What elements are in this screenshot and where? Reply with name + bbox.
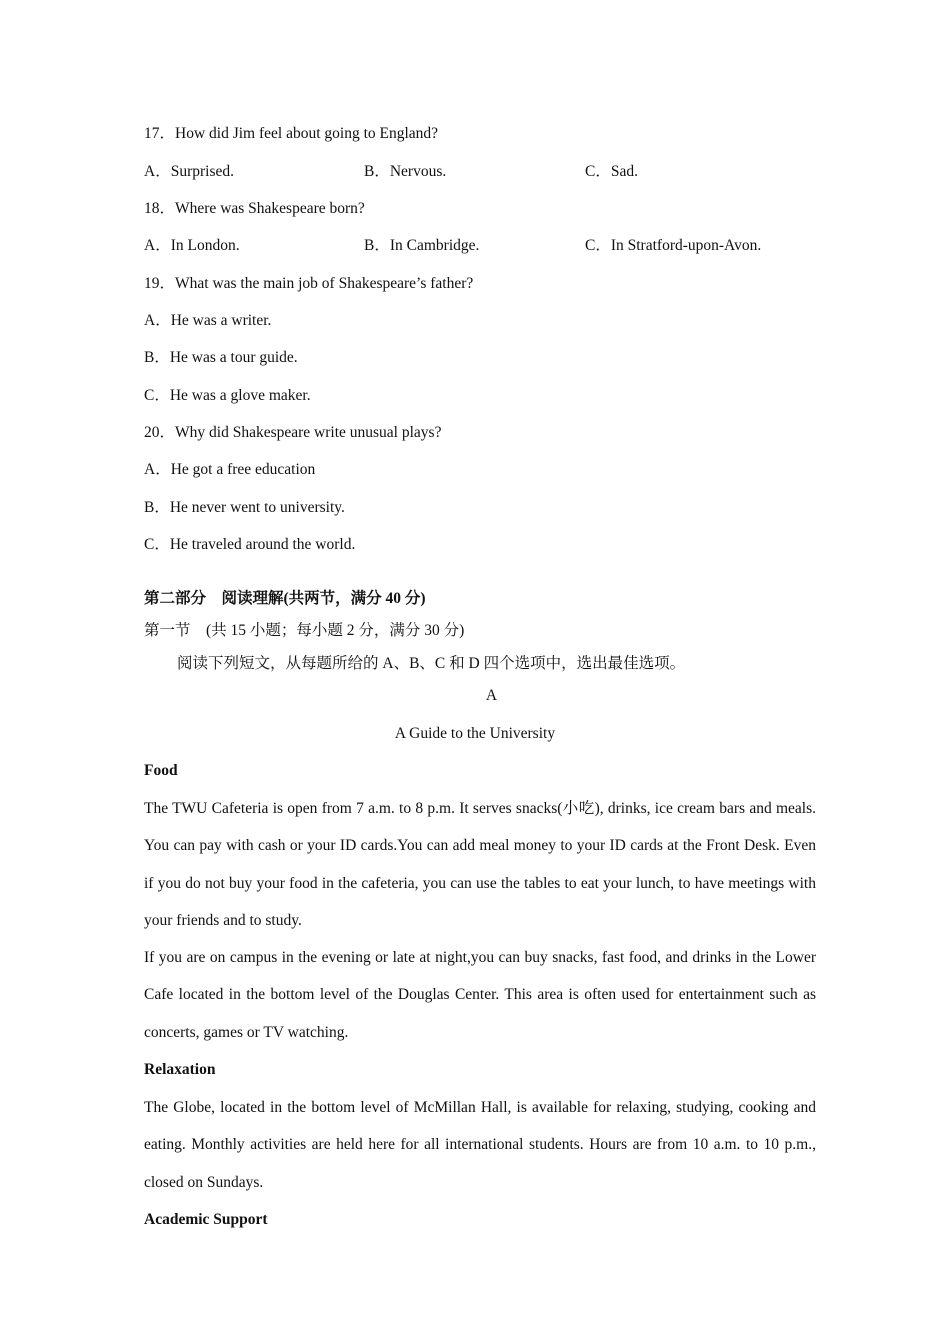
question-18 xyxy=(144,199,365,219)
option-a: A．Surprised. xyxy=(144,163,234,180)
question-text: Why did Shakespeare write unusual plays? xyxy=(175,424,442,441)
question-19 xyxy=(144,274,473,294)
question-text: Where was Shakespeare born? xyxy=(175,200,365,217)
passage-label: A xyxy=(485,687,498,704)
option-c: C．He traveled around the world. xyxy=(144,536,356,553)
relaxation-heading: Relaxation xyxy=(144,1061,216,1078)
subsection-title: 第一节 (共 15 小题；每小题 2 分，满分 30 分) xyxy=(144,622,465,639)
food-paragraph-1: The TWU Cafeteria is open from 7 a.m. to 8 p.m. It serves snacks(小吃), drinks, ice cream bars and meals. You can pay with cash or your ID cards.You can add meal money to your ID cards at the Front Desk. Even if you do not buy your food in the cafeteria, you can use the tables to eat your lunch, to have meetings with your friends and to study. xyxy=(144,800,816,930)
instruction: 阅读下列短文，从每题所给的 A、B、C 和 D 四个选项中，选出最佳选项。 xyxy=(177,655,686,672)
option-b: B．Nervous. xyxy=(364,163,447,180)
food-paragraph-2: If you are on campus in the evening or late at night,you can buy snacks, fast food, and drinks in the Lower Cafe located in the bottom level of the Douglas Center. This area is often used for entertainment such as concerts, games or TV watching. xyxy=(144,949,816,1041)
question-number: 18． xyxy=(144,200,176,217)
question-18-options xyxy=(144,236,844,256)
option-c: C．Sad. xyxy=(585,163,638,180)
question-number: 19． xyxy=(144,275,176,292)
option-b: B．In Cambridge. xyxy=(364,237,480,254)
part-title: 第二部分 阅读理解(共两节，满分 40 分) xyxy=(144,590,426,607)
question-17-options xyxy=(144,162,844,182)
option-a: A．He was a writer. xyxy=(144,312,272,329)
option-b: B．He never went to university. xyxy=(144,499,345,516)
relaxation-paragraph: The Globe, located in the bottom level of McMillan Hall, is available for relaxing, studying, cooking and eating. Monthly activities are held here for all international students. Hours are from 10 a.m. to 10 p.m., closed on Sundays. xyxy=(144,1099,816,1191)
question-text: What was the main job of Shakespeare’s father? xyxy=(175,275,474,292)
question-number: 20． xyxy=(144,424,176,441)
academic-support-heading: Academic Support xyxy=(144,1211,268,1228)
option-b: B．He was a tour guide. xyxy=(144,349,298,366)
food-heading: Food xyxy=(144,762,178,779)
option-a: A．In London. xyxy=(144,237,240,254)
option-c: C．He was a glove maker. xyxy=(144,387,311,404)
passage-title: A Guide to the University xyxy=(394,725,556,742)
question-20 xyxy=(144,423,441,443)
question-number: 17． xyxy=(144,125,176,142)
question-text: How did Jim feel about going to England? xyxy=(175,125,439,142)
option-c: C．In Stratford-upon-Avon. xyxy=(585,237,762,254)
option-a: A．He got a free education xyxy=(144,461,316,478)
question-17 xyxy=(144,124,438,144)
